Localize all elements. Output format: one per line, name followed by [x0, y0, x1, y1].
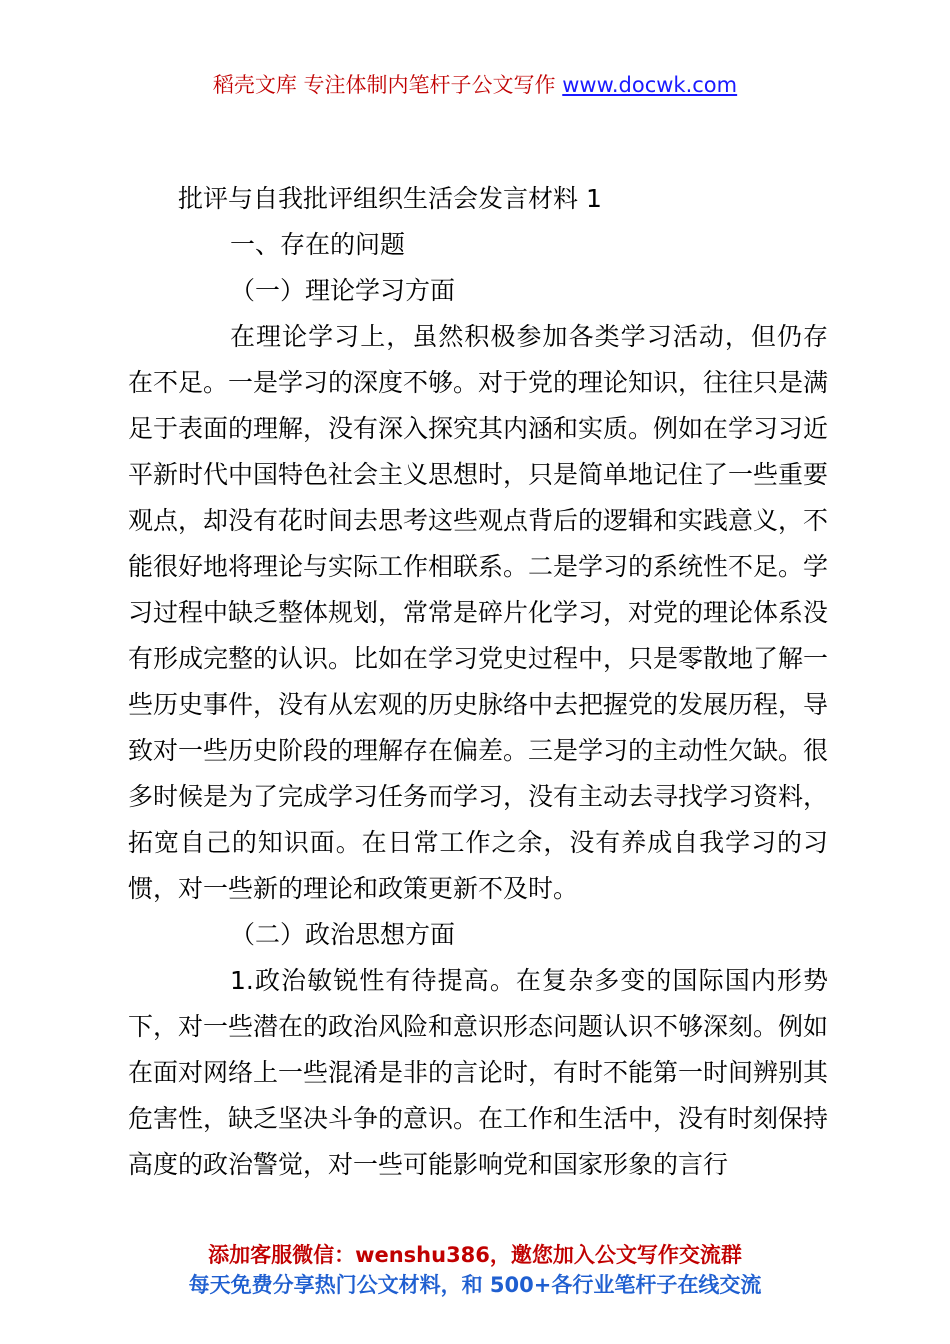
section-heading: 一、存在的问题 — [230, 230, 406, 259]
subsection-heading-theory: （一）理论学习方面 — [230, 276, 456, 305]
paragraph-theory: 在理论学习上，虽然积极参加各类学习活动，但仍存在不足。一是学习的深度不够。对于党的理论知识，往往只是满足于表面的理解，没有深入探究其内涵和实质。例如在学习习近平新时代中国特色社会主义思想时，只是简单地记住了一些重要观点，却没有花时间去思考这些观点背后的逻辑和实践意义，不能很好地将理论与实际工作相联系。二是学习的系统性不足。学习过程中缺乏整体规划，常常是碎片化学习，对党的理论体系没有形成完整的认识。比如在学习党史过程中，只是零散地了解一些历史事件，没有从宏观的历史脉络中去把握党的发展历程，导致对一些历史阶段的理解存在偏差。三是学习的主动性欠缺。很多时候是为了完成学习任务而学习，没有主动去寻找学习资料，拓宽自己的知识面。在日常工作之余，没有养成自我学习的习惯，对一些新的理论和政策更新不及时。 — [128, 322, 829, 903]
page-footer — [0, 1240, 950, 1300]
page-header — [0, 70, 950, 100]
footer-wechat-line: 添加客服微信：wenshu386，邀您加入公文写作交流群 — [208, 1243, 742, 1267]
subsection-heading-politics: （二）政治思想方面 — [230, 920, 456, 949]
paragraph-politics: 1.政治敏锐性有待提高。在复杂多变的国际国内形势下，对一些潜在的政治风险和意识形态问题认识不够深刻。例如在面对网络上一些混淆是非的言论时，有时不能第一时间辨别其危害性，缺乏坚决斗争的意识。在工作和生活中，没有时刻保持高度的政治警觉，对一些可能影响党和国家形象的言行 — [128, 966, 829, 1179]
document-title: 批评与自我批评组织生活会发言材料 1 — [178, 184, 602, 213]
footer-promo-line: 每天免费分享热门公文材料，和 500+各行业笔杆子在线交流 — [188, 1273, 762, 1297]
header-text: 稻壳文库 专注体制内笔杆子公文写作 — [212, 73, 556, 97]
document-body — [128, 176, 828, 1188]
header-url-link[interactable]: www.docwk.com — [562, 73, 738, 97]
